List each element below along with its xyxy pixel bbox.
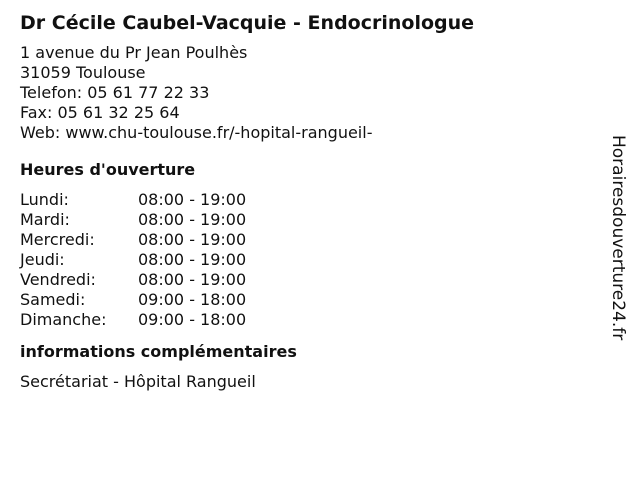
- time-range: 09:00 - 18:00: [138, 290, 247, 309]
- hours-row-samedi: [20, 290, 600, 310]
- time-range: 09:00 - 18:00: [138, 310, 247, 329]
- day-label: Mardi:: [20, 210, 70, 229]
- hours-row-vendredi: [20, 270, 600, 290]
- day-label: Samedi:: [20, 290, 86, 309]
- hours-row-jeudi: [20, 250, 600, 270]
- page-title: Dr Cécile Caubel-Vacquie - Endocrinologue: [20, 12, 475, 34]
- hours-row-mardi: [20, 210, 600, 230]
- website-link: Web: www.chu-toulouse.fr/-hopital-rangueil-: [20, 123, 373, 142]
- hours-row-dimanche: [20, 310, 600, 330]
- time-range: 08:00 - 19:00: [138, 270, 247, 289]
- info-text: Secrétariat - Hôpital Rangueil: [20, 372, 256, 391]
- day-label: Dimanche:: [20, 310, 107, 329]
- brand-watermark: Horairesdouverture24.fr: [608, 135, 628, 341]
- listing-card: [20, 10, 600, 392]
- day-label: Vendredi:: [20, 270, 96, 289]
- phone-number: Telefon: 05 61 77 22 33: [20, 83, 210, 102]
- hours-heading: Heures d'ouverture: [20, 160, 196, 179]
- hours-row-lundi: [20, 190, 600, 210]
- time-range: 08:00 - 19:00: [138, 250, 247, 269]
- info-heading: informations complémentaires: [20, 342, 297, 361]
- time-range: 08:00 - 19:00: [138, 230, 247, 249]
- day-label: Mercredi:: [20, 230, 95, 249]
- city: 31059 Toulouse: [20, 63, 146, 82]
- hours-row-mercredi: [20, 230, 600, 250]
- address-block: [20, 43, 600, 143]
- fax-number: Fax: 05 61 32 25 64: [20, 103, 180, 122]
- hours-table: [20, 190, 600, 330]
- time-range: 08:00 - 19:00: [138, 210, 247, 229]
- time-range: 08:00 - 19:00: [138, 190, 247, 209]
- day-label: Jeudi:: [20, 250, 65, 269]
- day-label: Lundi:: [20, 190, 69, 209]
- street-address: 1 avenue du Pr Jean Poulhès: [20, 43, 248, 62]
